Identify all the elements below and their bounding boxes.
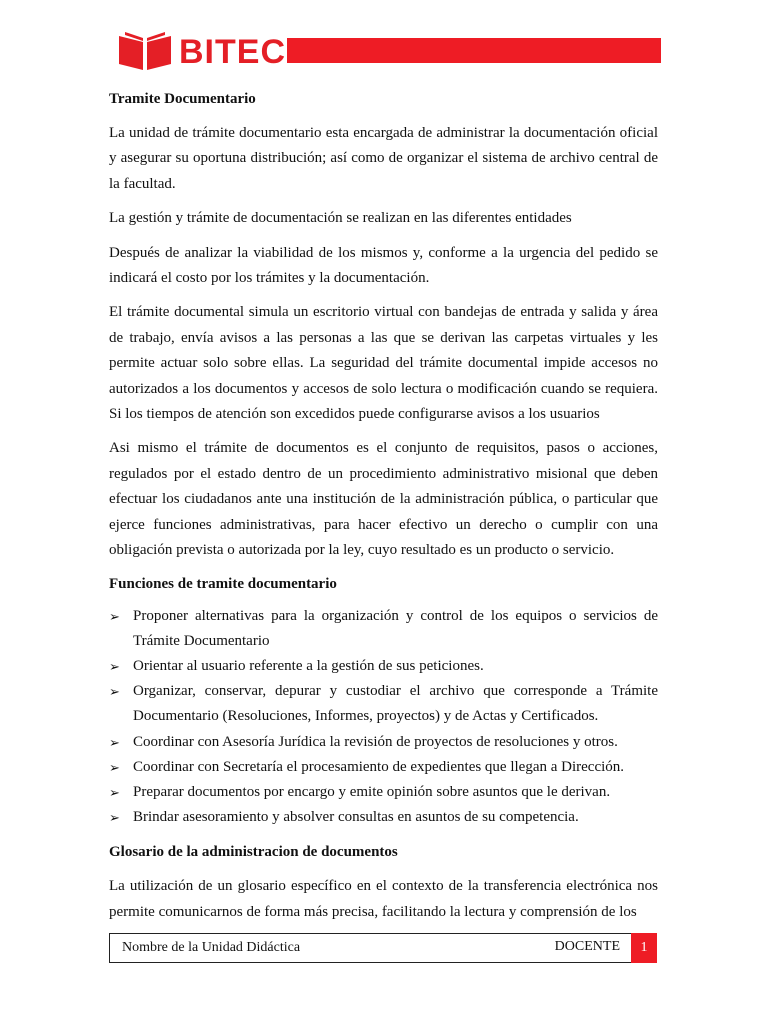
list-item (109, 780, 658, 805)
list-item (109, 679, 658, 729)
unit-name: Nombre de la Unidad Didáctica (122, 940, 301, 955)
list-item (109, 730, 658, 755)
list-item-text: Coordinar con Secretaría el procesamiento de expedientes que llegan a Dirección. (133, 758, 625, 775)
list-item-text: Orientar al usuario referente a la gestión de sus peticiones. (133, 657, 484, 674)
list-item (109, 755, 658, 780)
list-item-text: Organizar, conservar, depurar y custodiar el archivo que corresponde a Trámite Documentario (Resoluciones, Informes, proyectos) y de Actas y Certificados. (133, 683, 658, 725)
arrow-bullet-icon: ➢ (109, 759, 120, 775)
book-icon (117, 30, 173, 74)
arrow-bullet-icon: ➢ (109, 684, 120, 700)
paragraph: La gestión y trámite de documentación se realizan en las diferentes entidades (109, 210, 572, 227)
paragraph: Asi mismo el trámite de documentos es el conjunto de requisitos, pasos o acciones, regulados por el estado dentro de un procedimiento administrativo misional que deben efectuar los ciudadanos ante una institución de la administración pública, o particular que ejerce funciones administrativas, para hacer efectivo un derecho o cumplir con una obligación prevista o autorizada por la ley, cuyo resultado es un producto o servicio. (109, 440, 658, 559)
list-item-text: Preparar documentos por encargo y emite opinión sobre asuntos que le derivan. (133, 783, 611, 800)
section-title-funciones: Funciones de tramite documentario (109, 575, 337, 592)
arrow-bullet-icon: ➢ (109, 734, 120, 750)
arrow-bullet-icon: ➢ (109, 658, 120, 674)
page-header (0, 0, 768, 80)
arrow-bullet-icon: ➢ (109, 608, 120, 624)
docente-label: DOCENTE (554, 939, 620, 954)
section-title-tramite: Tramite Documentario (109, 91, 256, 107)
arrow-bullet-icon: ➢ (109, 810, 120, 826)
list-item (109, 654, 658, 679)
section-title-glosario: Glosario de la administracion de documentos (109, 844, 398, 861)
paragraph: La utilización de un glosario específico en el contexto de la transferencia electrónica nos permite comunicarnos de forma más precisa, facilitando la lectura y comprensión de los (109, 878, 658, 920)
paragraph: El trámite documental simula un escritorio virtual con bandejas de entrada y salida y área de trabajo, envía avisos a las personas a las que se derivan las carpetas virtuales y les permite actuar solo sobre ellas. La seguridad del trámite documental impide accesos no autorizados a los documentos y accesos de solo lectura o modificación cuando se requiera. Si los tiempos de atención son excedidos puede configurarse avisos a los usuarios (109, 304, 658, 423)
document-body (109, 83, 658, 925)
funciones-list (109, 604, 658, 831)
paragraph: Después de analizar la viabilidad de los mismos y, conforme a la urgencia del pedido se indicará el costo por los trámites y la documentación. (109, 244, 658, 287)
list-item-text: Proponer alternativas para la organización y control de los equipos o servicios de Trámite Documentario (133, 607, 658, 649)
bitec-logo (117, 30, 286, 74)
list-item-text: Brindar asesoramiento y absolver consultas en asuntos de su competencia. (133, 809, 579, 826)
page-footer (109, 933, 657, 963)
header-bar (287, 38, 661, 63)
arrow-bullet-icon: ➢ (109, 784, 120, 800)
list-item-text: Coordinar con Asesoría Jurídica la revisión de proyectos de resoluciones y otros. (133, 733, 618, 750)
list-item (109, 604, 658, 654)
paragraph: La unidad de trámite documentario esta encargada de administrar la documentación oficial y asegurar su oportuna distribución; así como de organizar el sistema de archivo central de la facultad. (109, 125, 658, 192)
page-number: 1 (631, 933, 657, 963)
list-item (109, 805, 658, 830)
logo-text: BITEC (179, 33, 286, 71)
